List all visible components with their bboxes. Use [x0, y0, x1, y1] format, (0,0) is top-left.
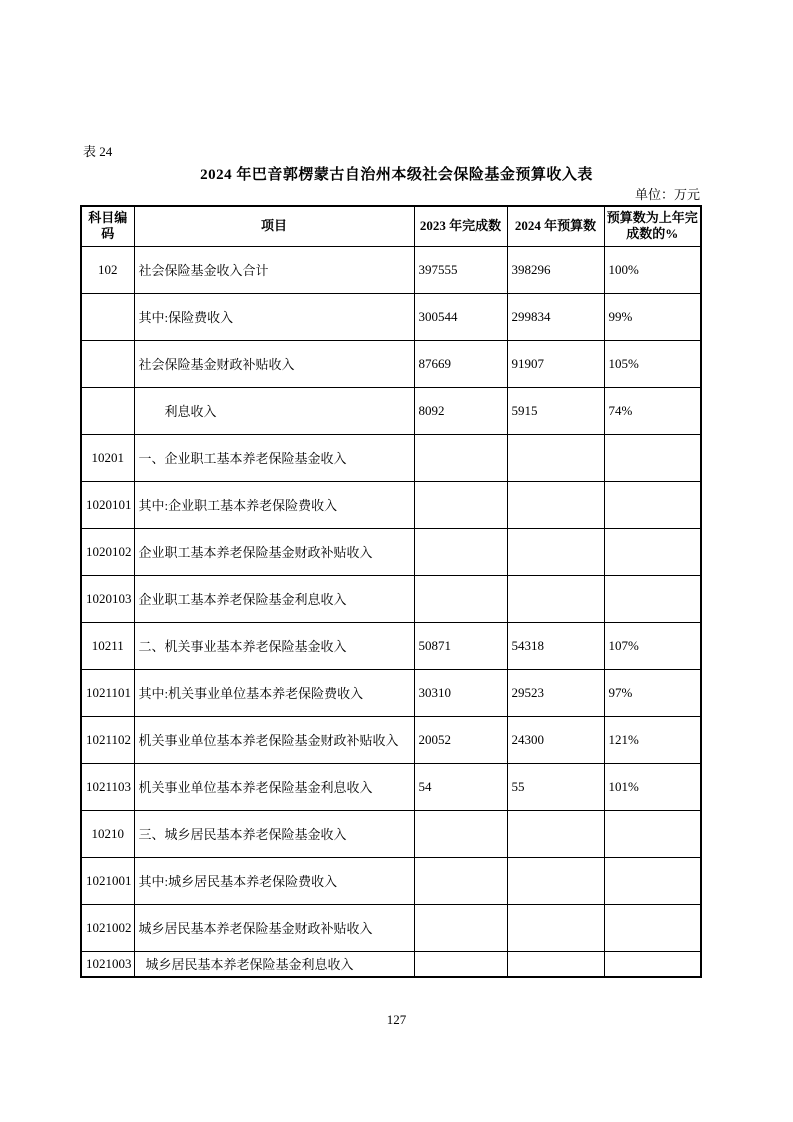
value-2024-cell: 29523 [507, 669, 604, 716]
header-row [81, 206, 701, 246]
value-2023-cell [414, 434, 507, 481]
table-row [81, 904, 701, 951]
page-title: 2024 年巴音郭楞蒙古自治州本级社会保险基金预算收入表 [200, 167, 593, 183]
item-name-cell: 利息收入 [134, 387, 414, 434]
percent-cell [604, 434, 701, 481]
value-2023-cell: 8092 [414, 387, 507, 434]
table-row [81, 575, 701, 622]
percent-cell: 97% [604, 669, 701, 716]
percent-cell [604, 481, 701, 528]
subject-code-cell: 10210 [81, 810, 134, 857]
value-2023-cell: 300544 [414, 293, 507, 340]
value-2024-cell: 5915 [507, 387, 604, 434]
item-name-cell: 企业职工基本养老保险基金财政补贴收入 [134, 528, 414, 575]
value-2024-cell: 54318 [507, 622, 604, 669]
item-name-cell: 其中:企业职工基本养老保险费收入 [134, 481, 414, 528]
subject-code-cell: 1020103 [81, 575, 134, 622]
value-2024-cell [507, 810, 604, 857]
subject-code-cell: 1021101 [81, 669, 134, 716]
item-name-cell: 机关事业单位基本养老保险基金财政补贴收入 [134, 716, 414, 763]
percent-cell: 74% [604, 387, 701, 434]
value-2024-cell [507, 528, 604, 575]
subject-code-cell: 102 [81, 246, 134, 293]
percent-cell [604, 575, 701, 622]
value-2024-cell: 24300 [507, 716, 604, 763]
value-2023-cell: 397555 [414, 246, 507, 293]
value-2023-cell [414, 481, 507, 528]
subject-code-cell: 10201 [81, 434, 134, 481]
value-2023-cell: 54 [414, 763, 507, 810]
header-2023-actual: 2023 年完成数 [414, 206, 507, 246]
value-2023-cell [414, 857, 507, 904]
header-pct-of-prev-year: 预算数为上年完成数的% [604, 206, 701, 246]
item-name-cell: 城乡居民基本养老保险基金财政补贴收入 [134, 904, 414, 951]
subject-code-cell [81, 387, 134, 434]
percent-cell [604, 528, 701, 575]
budget-revenue-table [80, 205, 702, 978]
table-row [81, 246, 701, 293]
table-label: 表 24 [83, 144, 113, 159]
percent-cell: 105% [604, 340, 701, 387]
table-row [81, 481, 701, 528]
subject-code-cell: 1021102 [81, 716, 134, 763]
page-number: 127 [386, 1012, 407, 1027]
value-2024-cell: 91907 [507, 340, 604, 387]
subject-code-cell [81, 293, 134, 340]
table-row [81, 763, 701, 810]
table-header [81, 206, 701, 246]
percent-cell: 101% [604, 763, 701, 810]
item-name-cell: 其中:机关事业单位基本养老保险费收入 [134, 669, 414, 716]
table-row [81, 434, 701, 481]
value-2024-cell [507, 434, 604, 481]
value-2024-cell: 55 [507, 763, 604, 810]
subject-code-cell: 1021103 [81, 763, 134, 810]
value-2023-cell [414, 575, 507, 622]
item-name-cell: 社会保险基金收入合计 [134, 246, 414, 293]
item-name-cell: 其中:保险费收入 [134, 293, 414, 340]
percent-cell [604, 810, 701, 857]
item-name-cell: 机关事业单位基本养老保险基金利息收入 [134, 763, 414, 810]
value-2024-cell [507, 481, 604, 528]
subject-code-cell [81, 340, 134, 387]
table-row [81, 810, 701, 857]
subject-code-cell: 10211 [81, 622, 134, 669]
header-2024-budget: 2024 年预算数 [507, 206, 604, 246]
table-body [81, 246, 701, 977]
table-row [81, 622, 701, 669]
table-row [81, 669, 701, 716]
value-2023-cell: 30310 [414, 669, 507, 716]
subject-code-cell: 1021002 [81, 904, 134, 951]
value-2024-cell [507, 857, 604, 904]
unit-note: 单位：万元 [634, 187, 700, 202]
item-name-cell: 社会保险基金财政补贴收入 [134, 340, 414, 387]
table-row [81, 716, 701, 763]
value-2023-cell: 50871 [414, 622, 507, 669]
subject-code-cell: 1021001 [81, 857, 134, 904]
value-2024-cell: 398296 [507, 246, 604, 293]
table-row [81, 340, 701, 387]
value-2023-cell [414, 528, 507, 575]
percent-cell [604, 857, 701, 904]
header-item: 项目 [134, 206, 414, 246]
item-name-cell: 三、城乡居民基本养老保险基金收入 [134, 810, 414, 857]
item-name-cell: 城乡居民基本养老保险基金利息收入 [134, 951, 414, 977]
item-name-cell: 企业职工基本养老保险基金利息收入 [134, 575, 414, 622]
value-2024-cell [507, 904, 604, 951]
percent-cell [604, 951, 701, 977]
table-row [81, 857, 701, 904]
value-2023-cell: 20052 [414, 716, 507, 763]
item-name-cell: 一、企业职工基本养老保险基金收入 [134, 434, 414, 481]
subject-code-cell: 1020102 [81, 528, 134, 575]
item-name-cell: 其中:城乡居民基本养老保险费收入 [134, 857, 414, 904]
percent-cell [604, 904, 701, 951]
subject-code-cell: 1021003 [81, 951, 134, 977]
value-2024-cell [507, 951, 604, 977]
value-2024-cell [507, 575, 604, 622]
table-row [81, 528, 701, 575]
table-row [81, 951, 701, 977]
percent-cell: 100% [604, 246, 701, 293]
value-2023-cell [414, 951, 507, 977]
header-subject-code: 科目编码 [81, 206, 134, 246]
value-2023-cell: 87669 [414, 340, 507, 387]
percent-cell: 107% [604, 622, 701, 669]
value-2023-cell [414, 810, 507, 857]
item-name-cell: 二、机关事业基本养老保险基金收入 [134, 622, 414, 669]
table-row [81, 293, 701, 340]
percent-cell: 121% [604, 716, 701, 763]
percent-cell: 99% [604, 293, 701, 340]
subject-code-cell: 1020101 [81, 481, 134, 528]
value-2024-cell: 299834 [507, 293, 604, 340]
value-2023-cell [414, 904, 507, 951]
table-row [81, 387, 701, 434]
